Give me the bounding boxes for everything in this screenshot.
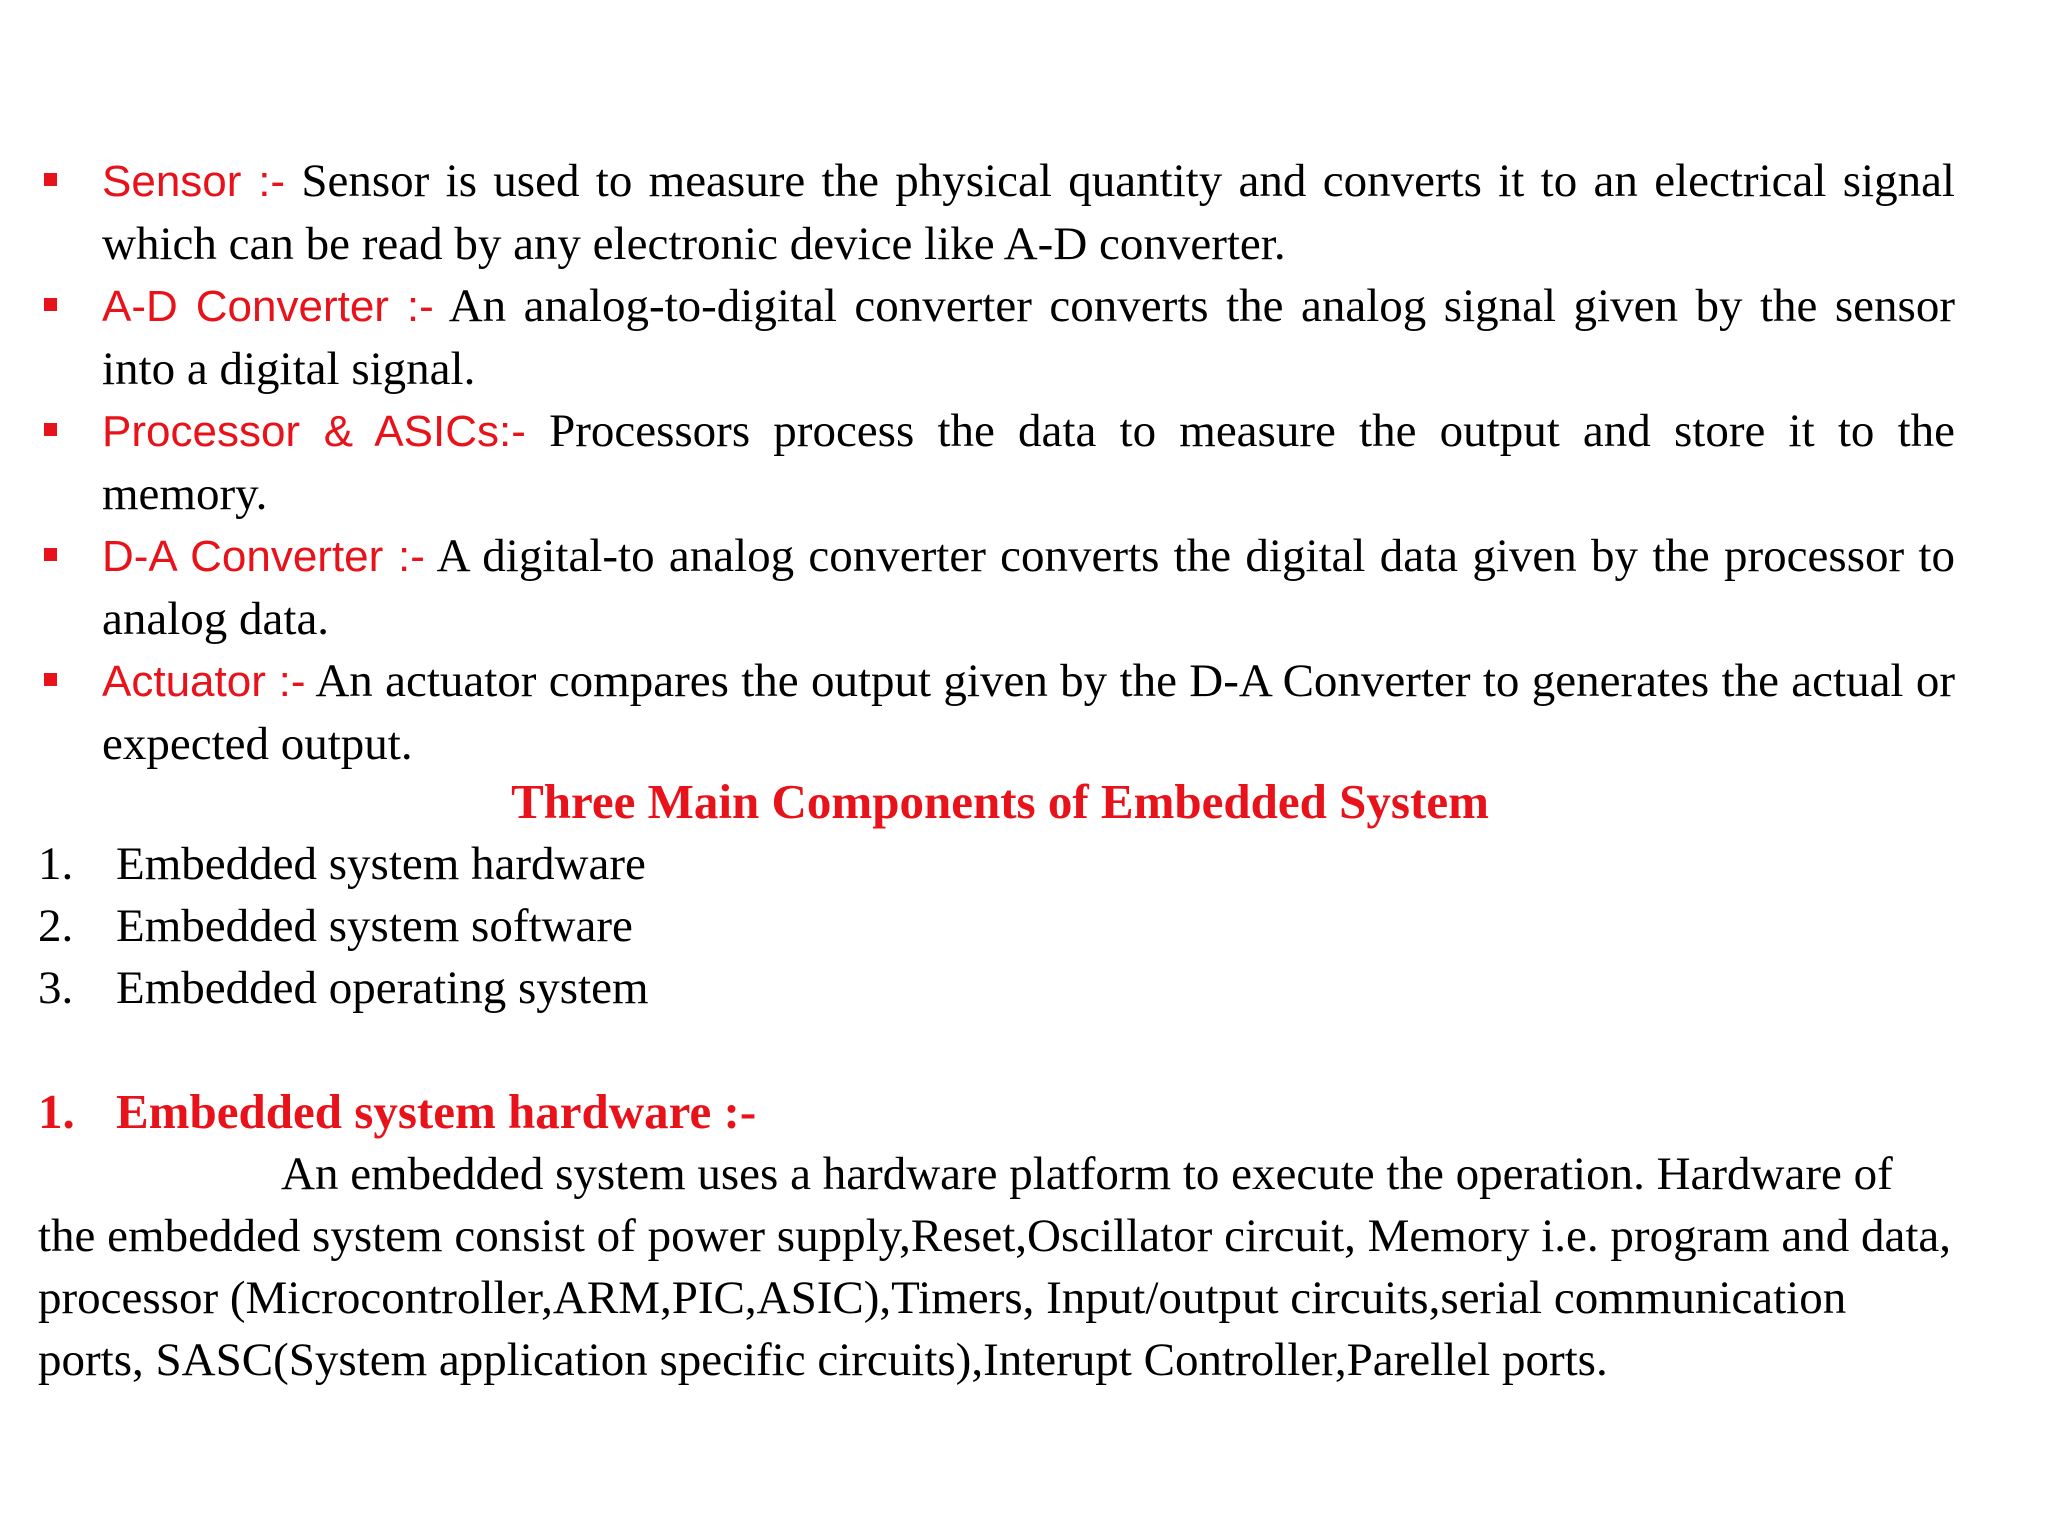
item-number: 2. (38, 900, 74, 952)
item-label: Embedded operating system (116, 962, 649, 1014)
bullet-text: An actuator compares the output given by the D-A Converter to generates the actual or expected output. (102, 655, 1955, 770)
bullet-term: Processor & ASICs:- (102, 407, 526, 456)
section-paragraph (38, 1143, 1958, 1391)
list-item (40, 275, 1955, 400)
item-label: Embedded system hardware (116, 838, 646, 890)
square-bullet-icon (44, 548, 57, 561)
item-number: 3. (38, 962, 74, 1014)
item-label: Embedded system software (116, 900, 633, 952)
list-item (38, 895, 649, 957)
item-number: 1. (38, 838, 74, 890)
square-bullet-icon (44, 298, 57, 311)
bullet-term: D-A Converter :- (102, 532, 425, 581)
bullet-term: Actuator :- (102, 657, 306, 706)
square-bullet-icon (44, 673, 57, 686)
list-item (40, 150, 1955, 275)
bullet-term: A-D Converter :- (102, 282, 434, 331)
list-item (40, 650, 1955, 775)
hardware-section (38, 1081, 1958, 1391)
square-bullet-icon (44, 173, 57, 186)
paragraph-text: An embedded system uses a hardware platform to execute the operation. Hardware of the embedded system consist of power supply,Reset,Oscillator circuit, Memory i.e. program and data, processor (Microcontroller,ARM,PIC,ASIC),Timers, Input/output circuits,serial communication ports, SASC(System application specific circuits),Interupt Controller,Parellel ports. (38, 1148, 1952, 1386)
bullet-term: Sensor :- (102, 157, 286, 206)
bullet-text: A digital-to analog converter converts the digital data given by the processor to analog data. (102, 530, 1955, 645)
bullet-text: An analog-to-digital converter converts the analog signal given by the sensor into a digital signal. (102, 280, 1955, 395)
components-heading: Three Main Components of Embedded System (511, 774, 1489, 829)
bullet-text: Sensor is used to measure the physical quantity and converts it to an electrical signal which can be read by any electronic device like A-D converter. (102, 155, 1955, 270)
square-bullet-icon (44, 423, 57, 436)
definition-list (40, 150, 1955, 775)
list-item (38, 957, 649, 1019)
list-item (38, 833, 649, 895)
section-title: Embedded system hardware :- (116, 1084, 757, 1139)
list-item (40, 525, 1955, 650)
section-number: 1. (38, 1084, 75, 1139)
section-heading (38, 1081, 1958, 1143)
components-list (38, 833, 649, 1019)
bullet-text: Processors process the data to measure the output and store it to the memory. (102, 405, 1955, 520)
list-item (40, 400, 1955, 525)
